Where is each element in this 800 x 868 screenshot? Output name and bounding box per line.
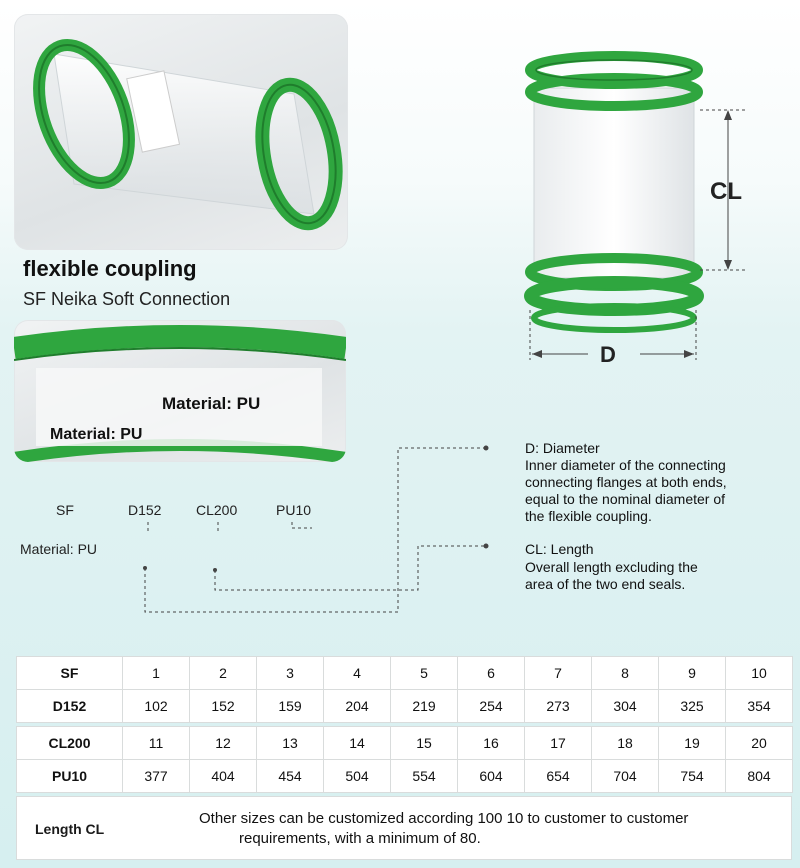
table-cell: 704 (592, 760, 659, 793)
table-cell: 14 (324, 727, 391, 760)
table-cell: 325 (659, 690, 726, 723)
table-row (17, 690, 793, 723)
diameter-line: connecting flanges at both ends, (525, 474, 727, 490)
page-title: flexible coupling (23, 256, 197, 281)
table-row (17, 760, 793, 793)
table-cell: 159 (257, 690, 324, 723)
product-photo-top (14, 14, 348, 250)
table-cell: 152 (190, 690, 257, 723)
code-part-material: PU10 (276, 502, 312, 518)
table-cell: CL200 (17, 727, 123, 760)
table-cell: SF (17, 657, 123, 690)
table-cell: 8 (592, 657, 659, 690)
page-subtitle: SF Neika Soft Connection (23, 289, 231, 309)
table-cell: 254 (458, 690, 525, 723)
table-cell: 1 (123, 657, 190, 690)
table-cell: 10 (726, 657, 793, 690)
material-note: Material: PU (20, 541, 98, 557)
table-cell: D152 (17, 690, 123, 723)
table-cell: 204 (324, 690, 391, 723)
diameter-line: the flexible coupling. (525, 508, 652, 524)
table-cell: 354 (726, 690, 793, 723)
table-cell: 11 (123, 727, 190, 760)
diameter-line: Inner diameter of the connecting (525, 457, 726, 473)
length-title: CL: Length (525, 541, 594, 557)
table-cell: 102 (123, 690, 190, 723)
length-description (525, 559, 785, 593)
diameter-line: equal to the nominal diameter of (525, 491, 726, 507)
code-part-diameter: D152 (128, 502, 162, 518)
table-cell: 219 (391, 690, 458, 723)
table-cell: 9 (659, 657, 726, 690)
table-cell: 654 (525, 760, 592, 793)
length-note-label: Length CL (35, 821, 105, 837)
code-part-length: CL200 (196, 502, 238, 518)
table-cell: 20 (726, 727, 793, 760)
table-cell: 604 (458, 760, 525, 793)
length-note-text (199, 809, 779, 849)
length-line: Overall length excluding the (525, 559, 698, 575)
diameter-title: D: Diameter (525, 440, 600, 456)
coupling-photo-illustration (14, 14, 348, 250)
code-part-sf: SF (56, 502, 74, 518)
length-note-box (16, 796, 792, 860)
table-cell: 504 (324, 760, 391, 793)
length-note-line: requirements, with a minimum of 80. (239, 830, 481, 847)
table-cell: 6 (458, 657, 525, 690)
table-cell: 17 (525, 727, 592, 760)
table-cell: 4 (324, 657, 391, 690)
d-dimension-label: D (600, 342, 616, 367)
table-cell: 19 (659, 727, 726, 760)
table-cell: PU10 (17, 760, 123, 793)
table-cell: 304 (592, 690, 659, 723)
table-cell: 554 (391, 760, 458, 793)
table-cell: 5 (391, 657, 458, 690)
table-cell: 377 (123, 760, 190, 793)
table-row (17, 727, 793, 760)
material-label-lower: Material: PU (50, 426, 143, 443)
diameter-description (525, 457, 785, 525)
table-cell: 754 (659, 760, 726, 793)
cl-dimension-label: CL (710, 178, 742, 205)
table-cell: 804 (726, 760, 793, 793)
table-cell: 15 (391, 727, 458, 760)
table-cell: 13 (257, 727, 324, 760)
material-label-upper: Material: PU (162, 394, 261, 413)
dimension-diagram (510, 40, 780, 380)
table-cell: 3 (257, 657, 324, 690)
table-cell: 12 (190, 727, 257, 760)
table-cell: 16 (458, 727, 525, 760)
table-cell: 2 (190, 657, 257, 690)
table-cell: 7 (525, 657, 592, 690)
size-table-1 (16, 656, 793, 723)
table-cell: 18 (592, 727, 659, 760)
table-row (17, 657, 793, 690)
length-note-line: Other sizes can be customized according 100 10 to customer to customer (199, 810, 689, 827)
size-table-2 (16, 726, 793, 793)
table-cell: 273 (525, 690, 592, 723)
table-cell: 454 (257, 760, 324, 793)
length-line: area of the two end seals. (525, 576, 686, 592)
table-cell: 404 (190, 760, 257, 793)
